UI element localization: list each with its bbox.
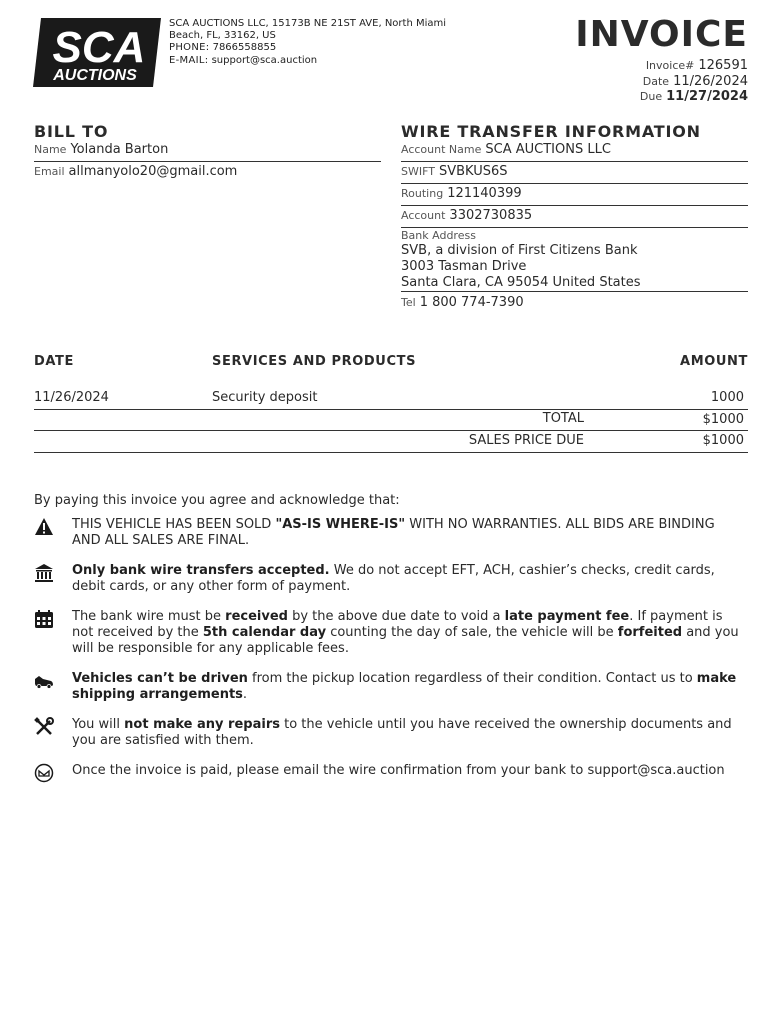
warning-icon — [34, 517, 54, 537]
account-name-label: Account Name — [401, 143, 482, 156]
invoice-title: INVOICE — [575, 14, 748, 55]
tel-field — [401, 295, 524, 311]
invoice-number-row — [640, 58, 748, 74]
divider — [401, 161, 748, 162]
terms-intro: By paying this invoice you agree and acknowledge that: — [34, 493, 400, 508]
bank-tel: 1 800 774-7390 — [419, 295, 524, 310]
row-date: 11/26/2024 — [34, 390, 109, 405]
row-service: Security deposit — [212, 390, 318, 405]
logo-text-sca: SCA — [52, 23, 146, 72]
account-number: 3302730835 — [449, 208, 533, 223]
row-amount: 1000 — [710, 390, 744, 405]
company-phone: 7866558855 — [212, 42, 277, 54]
bill-to-heading: BILL TO — [34, 122, 109, 141]
divider — [34, 409, 748, 410]
email-field-label: Email — [34, 165, 65, 178]
calendar-icon — [34, 609, 54, 629]
divider — [401, 291, 748, 292]
bank-address-line1: SVB, a division of First Citizens Bank — [401, 243, 638, 258]
invoice-due: 11/27/2024 — [666, 89, 748, 104]
term-text: Once the invoice is paid, please email the wire confirmation from your bank to support@sca.auction — [72, 763, 725, 778]
divider — [401, 227, 748, 228]
invoice-due-row — [640, 89, 748, 105]
term-text: You will not make any repairs to the vehicle until you have received the ownership documents and you are satisfied with them. — [72, 717, 732, 748]
wire-heading: WIRE TRANSFER INFORMATION — [401, 122, 701, 141]
company-email[interactable]: support@sca.auction — [211, 54, 318, 66]
total-amount: $1000 — [702, 412, 744, 427]
company-info — [169, 18, 469, 67]
account-name: SCA AUCTIONS LLC — [485, 142, 611, 157]
account-name-field — [401, 142, 611, 158]
sca-auctions-logo — [33, 18, 161, 87]
routing-label: Routing — [401, 187, 444, 200]
swift-code: SVBKUS6S — [438, 164, 508, 179]
tel-label: Tel — [401, 296, 416, 309]
invoice-meta — [640, 58, 748, 105]
bill-to-name-field — [34, 142, 168, 158]
invoice-date-row — [640, 74, 748, 90]
routing-number: 121140399 — [447, 186, 522, 201]
term-text: Vehicles can’t be driven from the pickup location regardless of their condition. Contact us to make shipping arrangements. — [72, 671, 737, 702]
divider — [401, 205, 748, 206]
phone-label: PHONE: — [169, 42, 210, 54]
bill-to-email-field — [34, 164, 237, 180]
term-text: The bank wire must be received by the above due date to void a late payment fee. If payment is not received by the 5th calendar day counting the day of sale, the vehicle will be forfeited and you will be responsible for any applicable fees. — [72, 609, 739, 656]
tools-icon — [34, 717, 54, 737]
invoice-date-label: Date — [642, 74, 670, 88]
invoice-due-label: Due — [639, 90, 663, 103]
swift-field — [401, 164, 508, 180]
invoice-number: 126591 — [698, 58, 748, 73]
customer-name: Yolanda Barton — [70, 142, 169, 157]
email-icon — [34, 763, 54, 783]
email-label: E-MAIL: — [169, 54, 209, 66]
term-text: THIS VEHICLE HAS BEEN SOLD "AS-IS WHERE-IS" WITH NO WARRANTIES. ALL BIDS ARE BINDING AND ALL SALES ARE FINAL. — [72, 517, 715, 548]
swift-label: SWIFT — [401, 165, 435, 178]
term-text: Only bank wire transfers accepted. We do not accept EFT, ACH, cashier’s checks, credit cards, debit cards, or any other form of payment. — [72, 563, 715, 594]
divider — [34, 161, 381, 162]
routing-field — [401, 186, 522, 202]
bank-address-field — [401, 229, 641, 291]
divider — [401, 183, 748, 184]
customer-email[interactable]: allmanyolo20@gmail.com — [68, 164, 238, 179]
total-label: TOTAL — [542, 411, 584, 426]
logo-text-auctions: AUCTIONS — [53, 67, 137, 84]
bank-address-line3: Santa Clara, CA 95054 United States — [401, 275, 641, 290]
sales-price-amount: $1000 — [702, 433, 744, 448]
car-icon — [34, 671, 54, 691]
col-header-amount: AMOUNT — [680, 354, 748, 369]
sales-price-label: SALES PRICE DUE — [468, 433, 584, 448]
account-field — [401, 208, 532, 224]
bank-address-label: Bank Address — [401, 229, 476, 242]
name-label: Name — [34, 143, 67, 156]
divider — [34, 430, 748, 431]
account-label: Account — [401, 209, 446, 222]
company-address: SCA AUCTIONS LLC, 15173B NE 21ST AVE, North Miami Beach, FL, 33162, US — [169, 18, 447, 42]
col-header-services: SERVICES AND PRODUCTS — [212, 354, 417, 369]
bank-address-line2: 3003 Tasman Drive — [401, 259, 527, 274]
invoice-date: 11/26/2024 — [673, 73, 748, 89]
bank-icon — [34, 563, 54, 583]
col-header-date: DATE — [34, 354, 74, 369]
invoice-number-label: Invoice# — [645, 59, 695, 72]
divider — [34, 452, 748, 453]
